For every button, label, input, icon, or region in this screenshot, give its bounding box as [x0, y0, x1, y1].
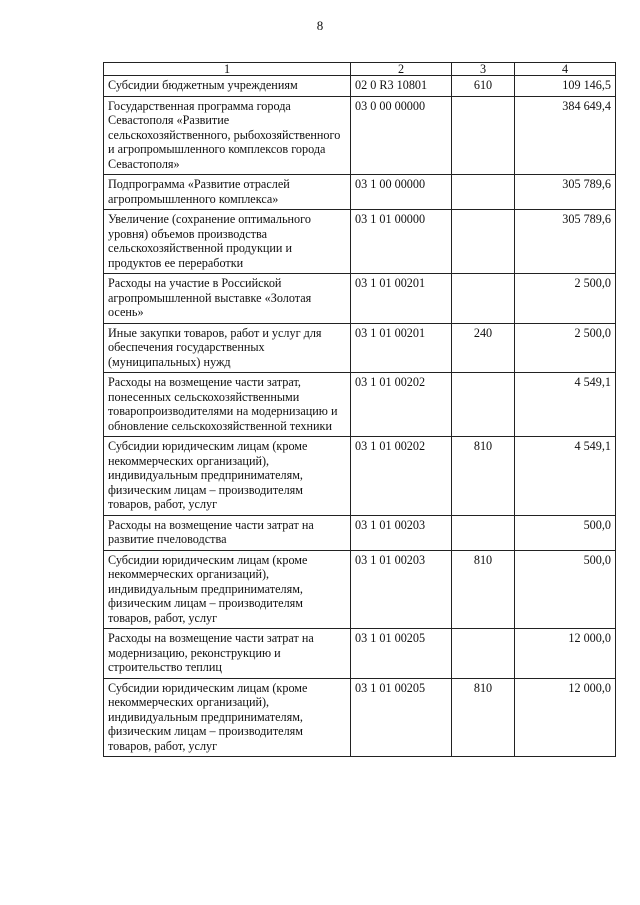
- row-name: Субсидии юридическим лицам (кроме некоммерческих организаций), индивидуальным предпринимателям, физическим лицам – производителям товаров, работ, услуг: [104, 550, 351, 629]
- row-type: 610: [452, 76, 515, 97]
- row-type: [452, 373, 515, 437]
- table-row: [104, 96, 616, 175]
- table-row: [104, 678, 616, 757]
- table-row: [104, 373, 616, 437]
- row-amount: 305 789,6: [515, 210, 616, 274]
- row-type: [452, 629, 515, 679]
- row-code: 02 0 R3 10801: [351, 76, 452, 97]
- row-type: [452, 515, 515, 550]
- row-amount: 384 649,4: [515, 96, 616, 175]
- row-type: [452, 175, 515, 210]
- row-name: Субсидии бюджетным учреждениям: [104, 76, 351, 97]
- row-amount: 12 000,0: [515, 678, 616, 757]
- row-type: 240: [452, 323, 515, 373]
- row-name: Государственная программа города Севастополя «Развитие сельскохозяйственного, рыбохозяйственного и агропромышленного комплексов города Севастополя»: [104, 96, 351, 175]
- table-row: [104, 76, 616, 97]
- column-header-name: 1: [104, 63, 351, 76]
- table-row: [104, 629, 616, 679]
- table-row: [104, 175, 616, 210]
- row-name: Иные закупки товаров, работ и услуг для обеспечения государственных (муниципальных) нужд: [104, 323, 351, 373]
- row-type: 810: [452, 550, 515, 629]
- row-code: 03 1 01 00203: [351, 550, 452, 629]
- row-code: 03 1 01 00201: [351, 274, 452, 324]
- row-amount: 305 789,6: [515, 175, 616, 210]
- column-header-amount: 4: [515, 63, 616, 76]
- row-type: [452, 210, 515, 274]
- row-name: Субсидии юридическим лицам (кроме некоммерческих организаций), индивидуальным предпринимателям, физическим лицам – производителям товаров, работ, услуг: [104, 678, 351, 757]
- row-type: 810: [452, 437, 515, 516]
- row-amount: 4 549,1: [515, 373, 616, 437]
- row-name: Подпрограмма «Развитие отраслей агропромышленного комплекса»: [104, 175, 351, 210]
- row-type: 810: [452, 678, 515, 757]
- row-name: Увеличение (сохранение оптимального уровня) объемов производства сельскохозяйственной продукции и продуктов ее переработки: [104, 210, 351, 274]
- row-code: 03 1 01 00201: [351, 323, 452, 373]
- table-row: [104, 437, 616, 516]
- row-code: 03 1 01 00202: [351, 373, 452, 437]
- row-amount: 500,0: [515, 550, 616, 629]
- table-row: [104, 274, 616, 324]
- table-header-row: [104, 63, 616, 76]
- row-amount: 500,0: [515, 515, 616, 550]
- row-amount: 2 500,0: [515, 323, 616, 373]
- budget-table: [103, 62, 616, 757]
- table-row: [104, 550, 616, 629]
- row-name: Расходы на возмещение части затрат, понесенных сельскохозяйственными товаропроизводителями на модернизацию и обновление сельскохозяйственной техники: [104, 373, 351, 437]
- row-amount: 4 549,1: [515, 437, 616, 516]
- row-name: Субсидии юридическим лицам (кроме некоммерческих организаций), индивидуальным предпринимателям, физическим лицам – производителям товаров, работ, услуг: [104, 437, 351, 516]
- row-type: [452, 96, 515, 175]
- row-code: 03 1 01 00203: [351, 515, 452, 550]
- table-row: [104, 323, 616, 373]
- row-amount: 2 500,0: [515, 274, 616, 324]
- column-header-type: 3: [452, 63, 515, 76]
- page-number: 8: [316, 18, 324, 33]
- row-code: 03 1 01 00205: [351, 629, 452, 679]
- row-code: 03 1 00 00000: [351, 175, 452, 210]
- row-code: 03 1 01 00000: [351, 210, 452, 274]
- row-code: 03 0 00 00000: [351, 96, 452, 175]
- row-type: [452, 274, 515, 324]
- row-amount: 109 146,5: [515, 76, 616, 97]
- row-name: Расходы на участие в Российской агропромышленной выставке «Золотая осень»: [104, 274, 351, 324]
- row-amount: 12 000,0: [515, 629, 616, 679]
- row-code: 03 1 01 00202: [351, 437, 452, 516]
- row-name: Расходы на возмещение части затрат на развитие пчеловодства: [104, 515, 351, 550]
- table-row: [104, 210, 616, 274]
- row-code: 03 1 01 00205: [351, 678, 452, 757]
- column-header-code: 2: [351, 63, 452, 76]
- table-row: [104, 515, 616, 550]
- row-name: Расходы на возмещение части затрат на модернизацию, реконструкцию и строительство теплиц: [104, 629, 351, 679]
